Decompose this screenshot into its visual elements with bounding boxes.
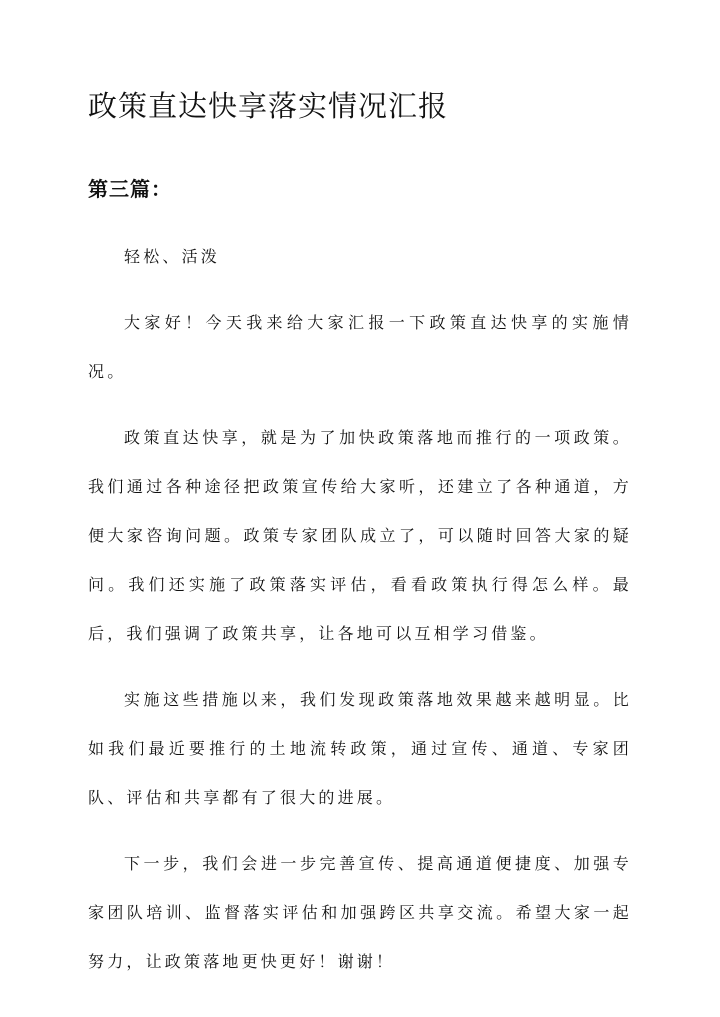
section-heading: 第三篇： xyxy=(88,177,172,201)
paragraph-results: 实施这些措施以来，我们发现政策落地效果越来越明显。比如我们最近要推行的土地流转政策，通过宣传、通道、专家团队、评估和共享都有了很大的进展。 xyxy=(88,690,632,807)
paragraph-greeting: 大家好！今天我来给大家汇报一下政策直达快享的实施情况。 xyxy=(88,313,632,381)
document-body xyxy=(88,232,632,1003)
document-title: 政策直达快享落实情况汇报 xyxy=(88,89,449,123)
paragraph-next-steps: 下一步，我们会进一步完善宣传、提高通道便捷度、加强专家团队培训、监督落实评估和加强跨区共享交流。希望大家一起努力，让政策落地更快更好！谢谢！ xyxy=(88,854,632,971)
paragraph-tone: 轻松、活泼 xyxy=(124,247,221,266)
paragraph-overview: 政策直达快享，就是为了加快政策落地而推行的一项政策。我们通过各种途径把政策宣传给大家听，还建立了各种通道，方便大家咨询问题。政策专家团队成立了，可以随时回答大家的疑问。我们还实施了政策落实评估，看看政策执行得怎么样。最后，我们强调了政策共享，让各地可以互相学习借鉴。 xyxy=(88,428,632,643)
